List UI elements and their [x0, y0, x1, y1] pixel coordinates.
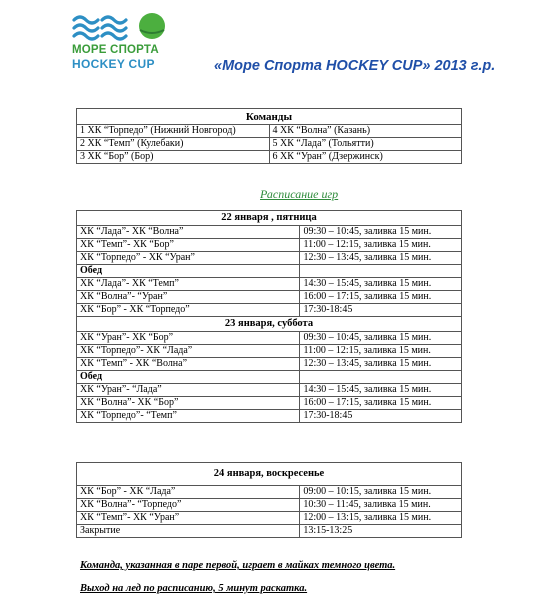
day-header: 24 января, воскресенье [77, 463, 462, 486]
time-cell: 09:00 – 10:15, заливка 15 мин. [300, 486, 462, 499]
table-row [77, 252, 462, 265]
table-row [77, 278, 462, 291]
game-cell: ХК “Торпедо”- “Темп” [77, 410, 300, 423]
day-header: 23 января, суббота [77, 317, 462, 332]
time-cell: 16:00 – 17:15, заливка 15 мин. [300, 397, 462, 410]
logo-text-hockey-cup: HOCKEY CUP [72, 57, 155, 71]
team-cell: 6 ХК “Уран” (Дзержинск) [269, 151, 462, 164]
table-row [77, 358, 462, 371]
game-cell: ХК “Темп” - ХК “Волна” [77, 358, 300, 371]
table-row [77, 512, 462, 525]
game-cell: ХК “Лада”- ХК “Волна” [77, 226, 300, 239]
table-row [77, 397, 462, 410]
time-cell: 13:15-13:25 [300, 525, 462, 538]
time-cell: 10:30 – 11:45, заливка 15 мин. [300, 499, 462, 512]
game-cell: ХК “Уран”- ХК “Бор” [77, 332, 300, 345]
game-cell: ХК “Волна”- ХК “Бор” [77, 397, 300, 410]
time-cell: 17:30-18:45 [300, 410, 462, 423]
game-cell: ХК “Темп”- ХК “Уран” [77, 512, 300, 525]
lunch-cell: Обед [77, 371, 300, 384]
note-dark-jerseys: Команда, указанная в паре первой, играет в майках темного цвета. [80, 560, 396, 571]
game-cell: ХК “Лада”- ХК “Темп” [77, 278, 300, 291]
time-cell: 14:30 – 15:45, заливка 15 мин. [300, 384, 462, 397]
teams-table [76, 108, 462, 164]
lunch-cell: Обед [77, 265, 300, 278]
day-header: 22 января , пятница [77, 211, 462, 226]
team-cell: 2 ХК “Темп” (Кулебаки) [77, 138, 270, 151]
time-cell: 12:00 – 13:15, заливка 15 мин. [300, 512, 462, 525]
table-row [77, 384, 462, 397]
note-ice-schedule: Выход на лед по расписанию, 5 минут раскатка. [80, 583, 308, 594]
team-cell: 4 ХК “Волна” (Казань) [269, 125, 462, 138]
table-row [77, 525, 462, 538]
schedule-table-day-3 [76, 462, 462, 538]
table-row [77, 239, 462, 252]
game-cell: ХК “Уран”- “Лада” [77, 384, 300, 397]
time-cell: 09:30 – 10:45, заливка 15 мин. [300, 332, 462, 345]
team-cell: 3 ХК “Бор” (Бор) [77, 151, 270, 164]
teams-header: Команды [77, 109, 462, 125]
time-cell [300, 265, 462, 278]
table-row [77, 291, 462, 304]
table-row [77, 332, 462, 345]
game-cell: ХК “Темп”- ХК “Бор” [77, 239, 300, 252]
time-cell: 09:30 – 10:45, заливка 15 мин. [300, 226, 462, 239]
table-row [77, 138, 462, 151]
table-row [77, 499, 462, 512]
time-cell: 11:00 – 12:15, заливка 15 мин. [300, 345, 462, 358]
time-cell: 12:30 – 13:45, заливка 15 мин. [300, 252, 462, 265]
table-row [77, 125, 462, 138]
table-row [77, 304, 462, 317]
team-cell: 1 ХК “Торпедо” (Нижний Новгород) [77, 125, 270, 138]
time-cell: 14:30 – 15:45, заливка 15 мин. [300, 278, 462, 291]
team-cell: 5 ХК “Лада” (Тольятти) [269, 138, 462, 151]
game-cell: ХК “Волна”- “Уран” [77, 291, 300, 304]
document-title: «Море Спорта HOCKEY CUP» 2013 г.р. [214, 58, 496, 74]
game-cell: ХК “Бор” - ХК “Торпедо” [77, 304, 300, 317]
game-cell: ХК “Бор” - ХК “Лада” [77, 486, 300, 499]
table-row [77, 410, 462, 423]
logo-text-more-sporta: МОРЕ СПОРТА [72, 44, 159, 56]
game-cell: ХК “Торпедо” - ХК “Уран” [77, 252, 300, 265]
schedule-title: Расписание игр [260, 187, 339, 201]
table-row [77, 151, 462, 164]
time-cell: 11:00 – 12:15, заливка 15 мин. [300, 239, 462, 252]
time-cell [300, 371, 462, 384]
closing-cell: Закрытие [77, 525, 300, 538]
time-cell: 16:00 – 17:15, заливка 15 мин. [300, 291, 462, 304]
table-row [77, 265, 462, 278]
time-cell: 17:30-18:45 [300, 304, 462, 317]
game-cell: ХК “Волна”- “Торпедо” [77, 499, 300, 512]
game-cell: ХК “Торпедо”- ХК “Лада” [77, 345, 300, 358]
table-row [77, 371, 462, 384]
table-row [77, 226, 462, 239]
table-row [77, 345, 462, 358]
schedule-table-days-1-2 [76, 210, 462, 423]
time-cell: 12:30 – 13:45, заливка 15 мин. [300, 358, 462, 371]
table-row [77, 486, 462, 499]
